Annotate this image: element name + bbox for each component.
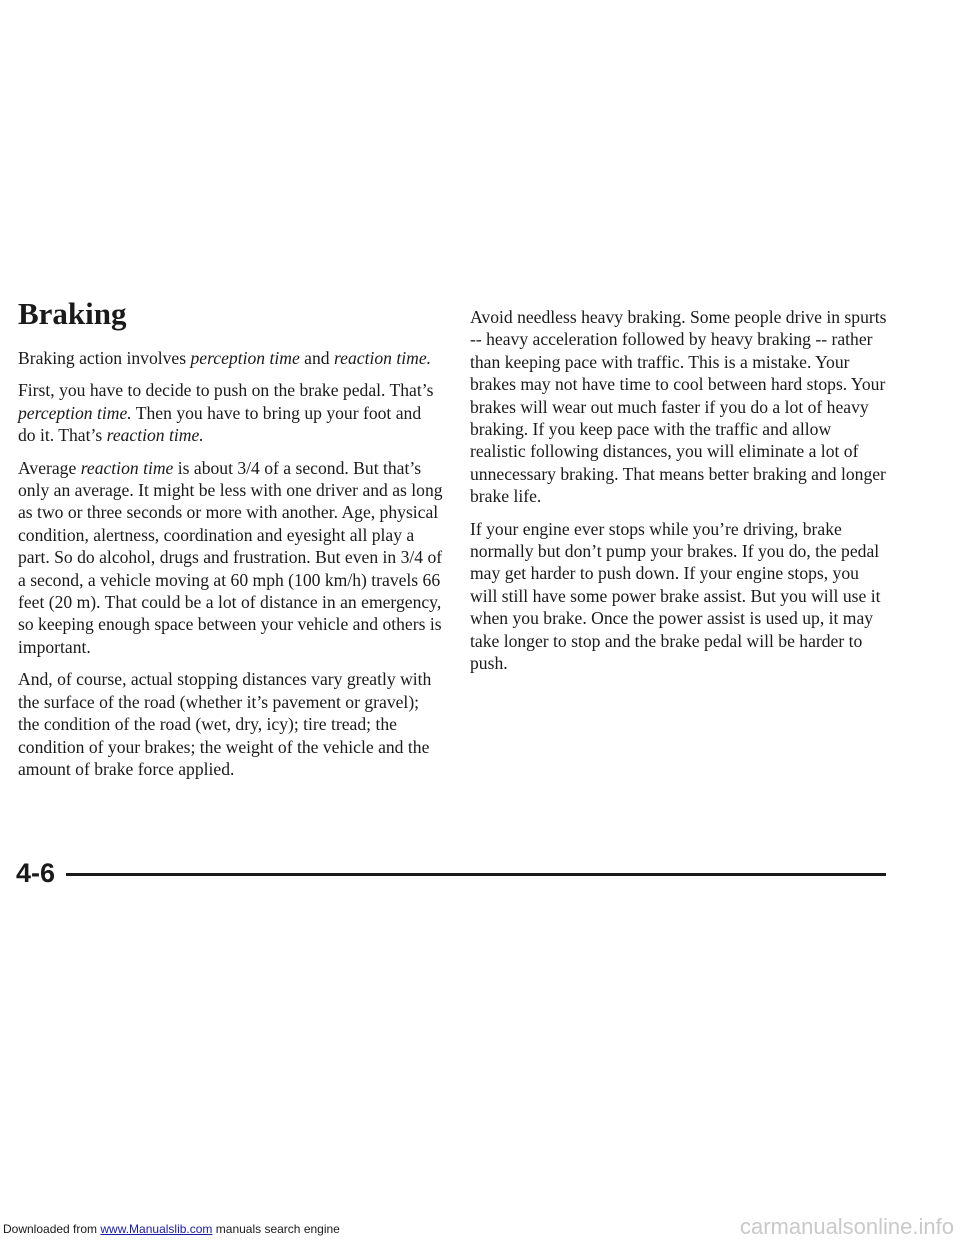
term-reaction-time: reaction time. bbox=[106, 425, 204, 446]
paragraph-braking-action bbox=[18, 347, 443, 369]
text-run: and bbox=[299, 348, 334, 368]
text-run: is about 3/4 of a second. But that’s only an average. It might be less with one driver and as long as two or three seconds or more with another. Age, physical condition, alertness, coordination and eyesight all play a part. So do alcohol, drugs and frustration. But even in 3/4 of a second, a vehicle moving at 60 mph (100 km/h) travels 66 feet (20 m). That could be a lot of distance in an emergency, so keeping enough space between your vehicle and others is important. bbox=[18, 457, 443, 657]
paragraph-first-decide bbox=[18, 379, 443, 446]
footer-rule bbox=[66, 873, 886, 876]
paragraph-stopping-distances: And, of course, actual stopping distances vary greatly with the surface of the road (whether it’s pavement or gravel); the condition of the road (wet, dry, icy); tire tread; the condition of your brakes; the weight of the vehicle and the amount of brake force applied. bbox=[18, 669, 432, 779]
text-run: First, you have to decide to push on the brake pedal. That’s bbox=[18, 380, 434, 401]
text-run: Braking action involves bbox=[18, 348, 191, 368]
section-heading: Braking bbox=[18, 296, 127, 331]
manualslib-link[interactable]: www.Manualslib.com bbox=[100, 1222, 213, 1236]
text-run: Then you have to bring up your foot and do it. That’s bbox=[18, 402, 422, 446]
term-perception-time: perception time bbox=[190, 348, 300, 368]
right-column bbox=[470, 306, 890, 685]
text-run: Average bbox=[18, 457, 81, 478]
paragraph-avoid-heavy-braking: Avoid needless heavy braking. Some people drive in spurts -- heavy acceleration followed by heavy braking -- rather than keeping pace with traffic. This is a mistake. Your brakes may not have time to cool between hard stops. Your brakes will wear out much faster if you do a lot of heavy braking. If you keep pace with the traffic and allow realistic following distances, you will eliminate a lot of unnecessary braking. That means better braking and longer brake life. bbox=[470, 307, 887, 507]
paragraph-average-reaction bbox=[18, 457, 443, 659]
page-number: 4-6 bbox=[16, 858, 56, 888]
banner-suffix: manuals search engine bbox=[212, 1222, 340, 1236]
left-column bbox=[18, 347, 443, 790]
download-banner bbox=[3, 1221, 340, 1237]
watermark: carmanualsonline.info bbox=[739, 1214, 954, 1239]
term-reaction-time: reaction time bbox=[80, 457, 174, 478]
term-reaction-time: reaction time. bbox=[333, 348, 432, 368]
term-perception-time: perception time. bbox=[18, 402, 132, 423]
paragraph-engine-stops: If your engine ever stops while you’re driving, brake normally but don’t pump your brakes. If you do, the pedal may get harder to push down. If your engine stops, you will still have some power brake assist. But you will use it when you brake. Once the power assist is used up, it may take longer to stop and the brake pedal will be harder to push. bbox=[470, 518, 881, 674]
banner-prefix: Downloaded from bbox=[3, 1222, 101, 1236]
